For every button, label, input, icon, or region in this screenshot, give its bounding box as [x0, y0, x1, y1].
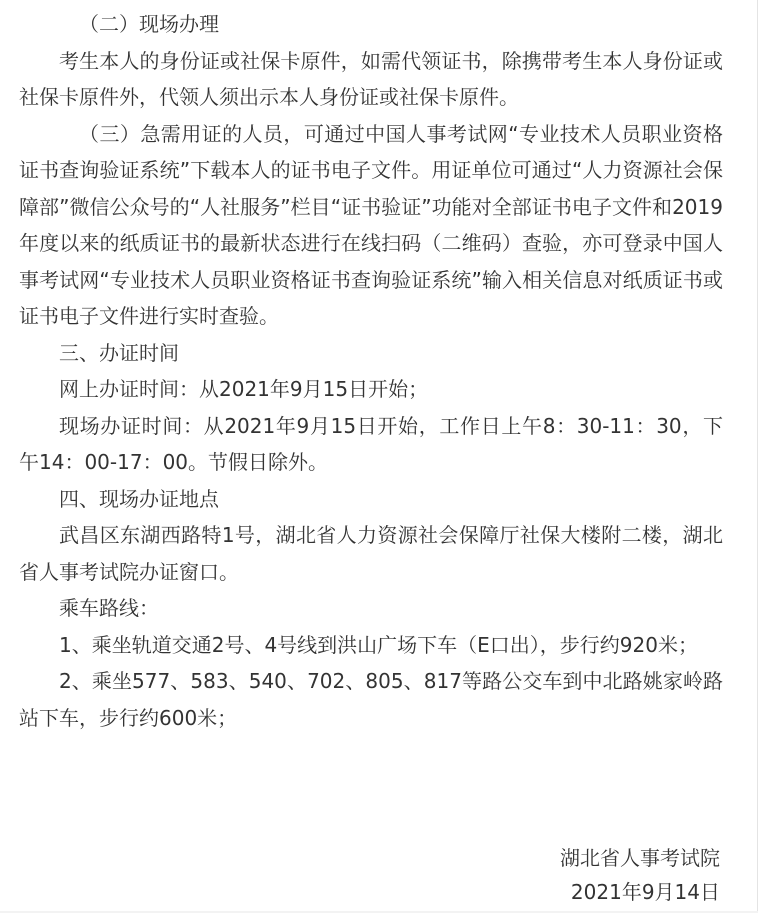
section-heading-hours: 三、办证时间 — [59, 340, 179, 365]
section-heading-onsite: （二）现场办理 — [79, 12, 219, 36]
notice-body — [19, 0, 723, 736]
paragraph-address: 武昌区东湖西路特1号，湖北省人力资源社会保障厅社保大楼附二楼，湖北省人事考试院办证窗口。 — [19, 523, 723, 584]
paragraph-transit-heading: 乘车路线： — [59, 596, 159, 620]
signature-date: 2021年9月14日 — [570, 880, 720, 904]
paragraph-onsite-requirements: 考生本人的身份证或社保卡原件，如需代领证书，除携带考生本人身份证或社保卡原件外，代领人须出示本人身份证或社保卡原件。 — [19, 48, 723, 109]
paragraph-online-hours: 网上办证时间：从2021年9月15日开始； — [59, 377, 429, 401]
paragraph-urgent-use: （三）急需用证的人员，可通过中国人事考试网“专业技术人员职业资格证书查询验证系统”下载本人的证书电子文件。用证单位可通过“人力资源社会保障部”微信公众号的“人社服务”栏目“证书验证”功能对全部证书电子文件和2019年度以来的纸质证书的最新状态进行在线扫码（二维码）查验，亦可登录中国人事考试网“专业技术人员职业资格证书查询验证系统”输入相关信息对纸质证书或证书电子文件进行实时查验。 — [19, 121, 723, 328]
paragraph-transit-bus: 2、乘坐577、583、540、702、805、817等路公交车到中北路姚家岭路站下车，步行约600米； — [19, 669, 723, 730]
signature-organization: 湖北省人事考试院 — [560, 846, 720, 870]
paragraph-transit-metro: 1、乘坐轨道交通2号、4号线到洪山广场下车（E口出），步行约920米； — [59, 632, 698, 657]
section-heading-location: 四、现场办证地点 — [59, 486, 219, 511]
paragraph-onsite-hours: 现场办证时间：从2021年9月15日开始，工作日上午8：30-11：30，下午14：00-17：00。节假日除外。 — [19, 413, 723, 474]
